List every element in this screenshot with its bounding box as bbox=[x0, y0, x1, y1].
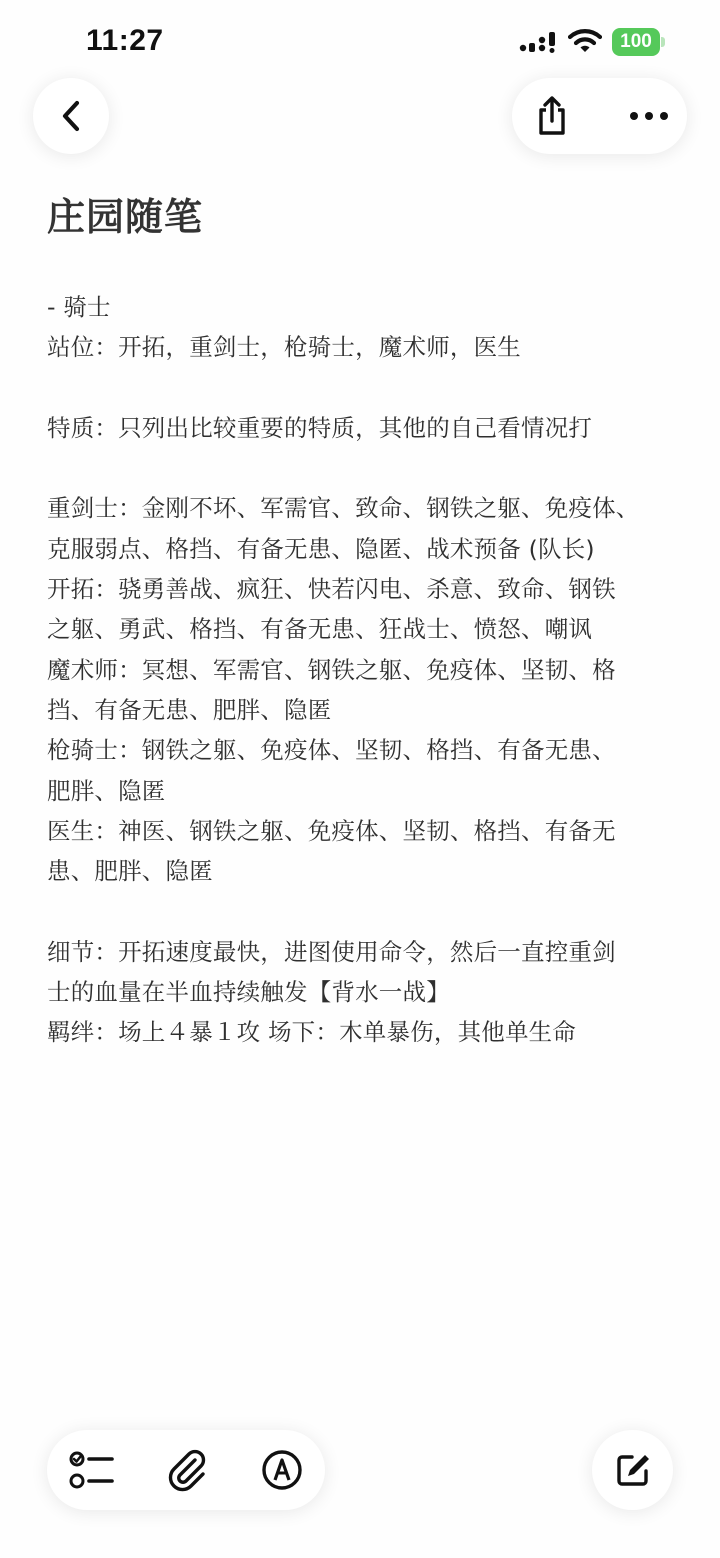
more-button[interactable] bbox=[629, 111, 669, 121]
note-line: - 骑士 bbox=[47, 293, 111, 321]
markup-pen-icon bbox=[261, 1449, 303, 1491]
battery-indicator: 100 bbox=[612, 28, 660, 56]
note-line: 枪骑士：钢铁之躯、免疫体、坚韧、格挡、有备无患、 bbox=[47, 736, 616, 765]
note-line: 细节：开拓速度最快，进图使用命令，然后一直控重剑 bbox=[47, 937, 616, 966]
note-line: 患、肥胖、隐匿 bbox=[47, 857, 213, 886]
note-line: 挡、有备无患、肥胖、隐匿 bbox=[47, 695, 332, 724]
note-line: 士的血量在半血持续触发【背水一战】 bbox=[47, 978, 450, 1007]
compose-icon bbox=[614, 1451, 652, 1489]
note-actions bbox=[512, 78, 687, 154]
note-line: 站位：开拓，重剑士，枪骑士，魔术师，医生 bbox=[47, 333, 521, 362]
share-button[interactable] bbox=[534, 95, 570, 137]
note-line: 肥胖、隐匿 bbox=[47, 776, 166, 805]
note-line: 克服弱点、格挡、有备无患、隐匿、战术预备 (队长) bbox=[47, 534, 595, 563]
battery-tip bbox=[661, 37, 665, 47]
note-line: 开拓：骁勇善战、疯狂、快若闪电、杀意、致命、钢铁 bbox=[47, 575, 616, 604]
note-body[interactable] bbox=[47, 287, 687, 1053]
note-line: 魔术师：冥想、军需官、钢铁之躯、免疫体、坚韧、格 bbox=[47, 655, 616, 684]
more-horizontal-icon bbox=[629, 111, 669, 121]
note-line: 重剑士：金刚不坏、军需官、致命、钢铁之躯、免疫体、 bbox=[47, 494, 640, 523]
checklist-button[interactable] bbox=[69, 1450, 115, 1490]
paperclip-icon bbox=[168, 1448, 208, 1492]
checklist-icon bbox=[69, 1450, 115, 1490]
share-icon bbox=[534, 95, 570, 137]
note-line bbox=[47, 368, 687, 408]
status-time: 11:27 bbox=[86, 24, 164, 57]
note-line bbox=[47, 891, 687, 931]
note-title[interactable]: 庄园随笔 bbox=[47, 195, 204, 239]
attachment-button[interactable] bbox=[168, 1448, 208, 1492]
chevron-left-icon bbox=[59, 99, 83, 133]
status-bar bbox=[0, 0, 720, 80]
compose-button[interactable] bbox=[592, 1430, 673, 1510]
markup-button[interactable] bbox=[261, 1449, 303, 1491]
cellular-signal-icon bbox=[519, 30, 559, 54]
back-button[interactable] bbox=[33, 78, 109, 154]
note-line bbox=[47, 448, 687, 488]
note-line: 特质：只列出比较重要的特质，其他的自己看情况打 bbox=[47, 413, 593, 442]
bottom-toolbar bbox=[47, 1430, 325, 1510]
note-line: 羁绊：场上４暴１攻 场下：木单暴伤，其他单生命 bbox=[47, 1018, 577, 1047]
wifi-icon bbox=[568, 28, 602, 54]
note-line: 之躯、勇武、格挡、有备无患、狂战士、愤怒、嘲讽 bbox=[47, 615, 593, 644]
note-line: 医生：神医、钢铁之躯、免疫体、坚韧、格挡、有备无 bbox=[47, 816, 616, 845]
